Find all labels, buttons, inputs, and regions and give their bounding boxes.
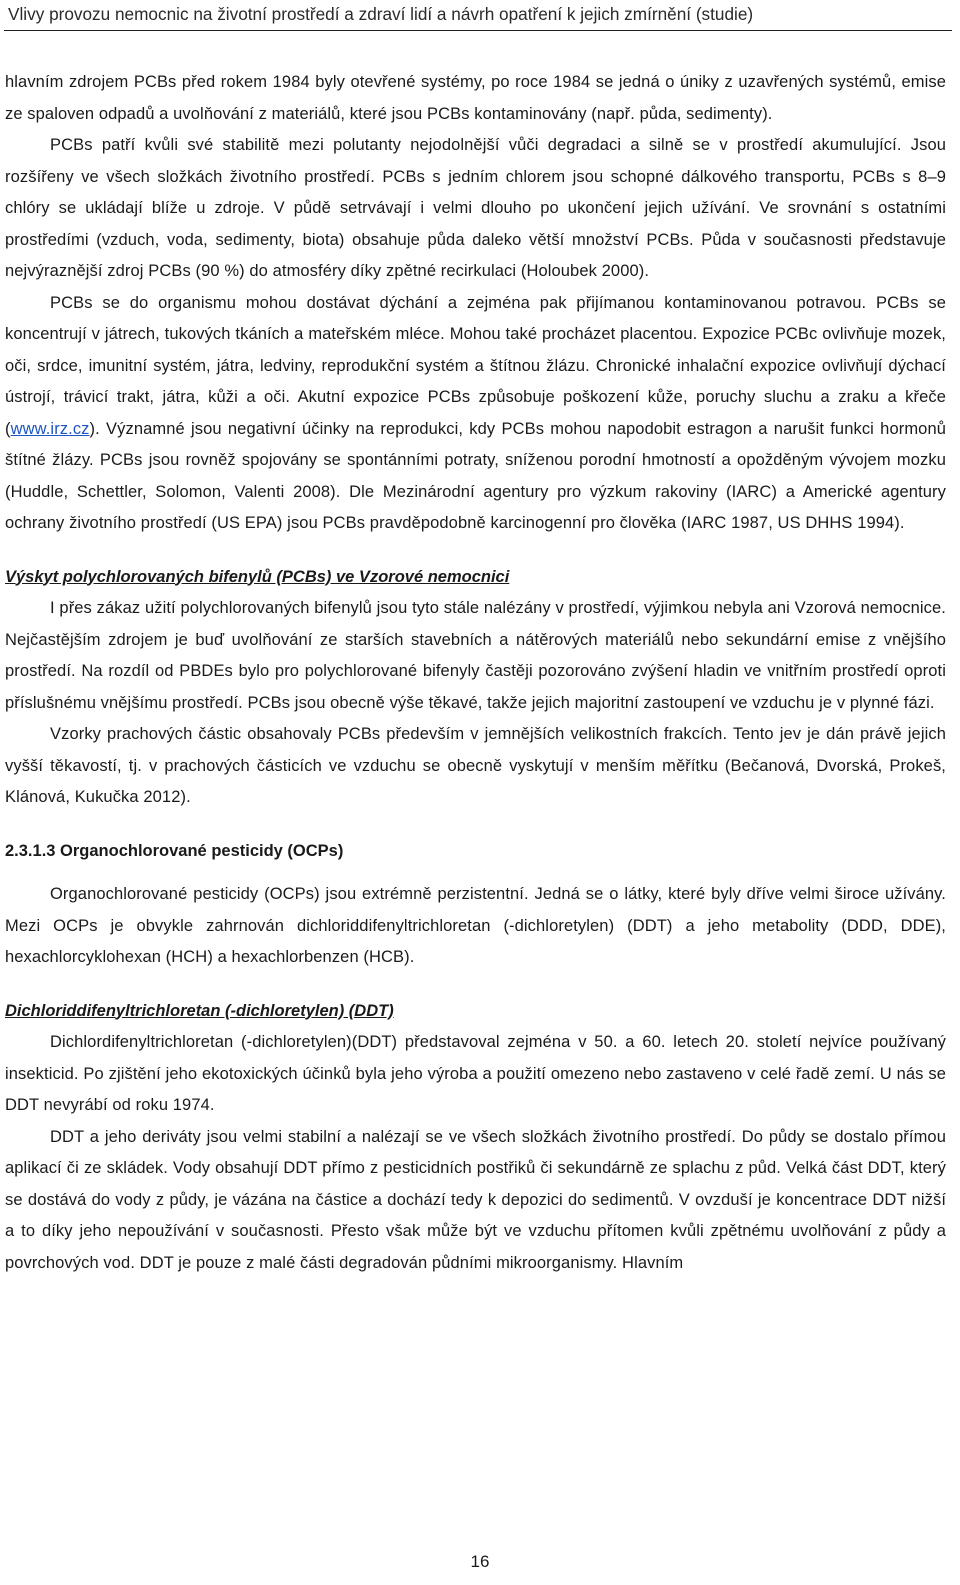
paragraph-pcb-hospital: I přes zákaz užití polychlorovaných bifenylů jsou tyto stále nalézány v prostředí, výjimkou nebyla ani Vzorová nemocnice. Nejčastějším zdrojem je buď uvolňování ze starších stavebních a nátěrových materiálů nebo sekundární emise z vnějšího prostředí. Na rozdíl od PBDEs bylo pro polychlorované bifenyly častěji pozorováno zvýšení hladin ve vnitřním prostředí oproti příslušnému vnějšímu prostředí. PCBs jsou obecně výše těkavé, takže jejich majoritní zastoupení ve vzduchu je v plynné fázi. xyxy=(5,599,946,712)
paragraph-ocp-intro: Organochlorované pesticidy (OCPs) jsou extrémně perzistentní. Jedná se o látky, které byly dříve velmi široce užívány. Mezi OCPs je obvykle zahrnován dichloriddifenyltrichloretan (-dichloretylen) (DDT) a jeho metabolity (DDD, DDE), hexachlorcyklohexan (HCH) a hexachlorbenzen (HCB). xyxy=(5,885,946,966)
paragraph-pcb-health-text-1: PCBs se do organismu mohou dostávat dýchání a zejména pak přijímanou kontaminovanou potravou. PCBs se koncentrují v játrech, tukových tkáních a mateřském mléce. Mohou také procházet placentou. Expozice PCBc ovlivňuje mozek, oči, srdce, imunitní systém, játra, ledviny, reprodukční systém a štítnou žlázu. Chronické inhalační expozice ovlivňují dýchací ústrojí, trávicí trakt, játra, kůži a oči. Akutní expozice PCBs způsobuje poškození kůže, poruchy sluchu a zraku a křeče ( xyxy=(5,293,946,438)
heading-ocp-section: 2.3.1.3 Organochlorované pesticidy (OCPs) xyxy=(5,841,344,860)
irz-link[interactable]: www.irz.cz xyxy=(10,419,90,438)
paragraph-pcb-health-text-2: ). Významné jsou negativní účinky na reprodukci, kdy PCBs mohou napodobit estragon a narušit funkci hormonů štítné žlázy. PCBs jsou rovněž spojovány se spontánními potraty, sníženou porodní hmotností a opožděným vývojem mozku (Huddle, Schettler, Solomon, Valenti 2008). Dle Mezinárodní agentury pro výzkum rakoviny (IARC) a Americké agentury ochrany životního prostředí (US EPA) jsou PCBs pravděpodobně karcinogenní pro člověka (IARC 1987, US DHHS 1994). xyxy=(5,419,946,532)
paragraph-ddt-stability: DDT a jeho deriváty jsou velmi stabilní a nalézají se ve všech složkách životního prostředí. Do půdy se dostalo přímou aplikací či ze skládek. Vody obsahují DDT přímo z pesticidních postřiků či sekundárně ze splachu z půd. Velká část DDT, který se dostává do vody z půdy, je vázána na částice a dochází tedy k depozici do sedimentů. V ovzduší je koncentrace DDT nižší a to díky jeho nepoužívání v současnosti. Přesto však může být ve vzduchu přítomen kvůli zpětnému uvolňování z půdy a povrchových vod. DDT je pouze z malé části degradován půdními mikroorganismy. Hlavním xyxy=(5,1127,946,1272)
page-number: 16 xyxy=(470,1552,490,1571)
heading-ddt: Dichloriddifenyltrichloretan (-dichloretylen) (DDT) xyxy=(5,1001,394,1020)
paragraph-dust-samples: Vzorky prachových částic obsahovaly PCBs především v jemnějších velikostních frakcích. Tento jev je dán právě jejich vyšší těkavostí, tj. v prachových částicích ve vzduchu se obecně vyskytují v menším měřítku (Bečanová, Dvorská, Prokeš, Klánová, Kukučka 2012). xyxy=(5,725,946,806)
paragraph-pcb-health xyxy=(5,288,946,540)
header-divider xyxy=(4,30,952,31)
paragraph-pcb-stability: PCBs patří kvůli své stabilitě mezi polutanty nejodolnější vůči degradaci a silně se v prostředí akumulující. Jsou rozšířeny ve všech složkách životního prostředí. PCBs s jedním chlorem jsou schopné dálkového transportu, PCBs s 8–9 chlóry se ukládají blíže u zdroje. V půdě setrvávají i velmi dlouho po ukončení jejich užívání. Ve srovnání s ostatními prostředími (vzduch, voda, sedimenty, biota) obsahuje půda daleko větší množství PCBs. Půda v současnosti představuje nejvýraznější zdroj PCBs (90 %) do atmosféry díky zpětné recirkulaci (Holoubek 2000). xyxy=(5,136,946,280)
paragraph-pcb-sources: hlavním zdrojem PCBs před rokem 1984 byly otevřené systémy, po roce 1984 se jedná o úniky z uzavřených systémů, emise ze spaloven odpadů a uvolňování z materiálů, které jsou PCBs kontaminovány (např. půda, sedimenty). xyxy=(5,73,946,123)
heading-pcb-hospital: Výskyt polychlorovaných bifenylů (PCBs) ve Vzorové nemocnici xyxy=(5,567,510,586)
running-header: Vlivy provozu nemocnic na životní prostředí a zdraví lidí a návrh opatření k jejich zmírnění (studie) xyxy=(8,4,754,24)
paragraph-ddt-history: Dichlordifenyltrichloretan (-dichloretylen)(DDT) představoval zejména v 50. a 60. letech 20. století nejvíce používaný insekticid. Po zjištění jeho ekotoxických účinků byla jeho výroba a použití omezeno nebo zastaveno v celé řadě zemí. U nás se DDT nevyrábí od roku 1974. xyxy=(5,1033,946,1114)
document-body xyxy=(5,67,946,1279)
